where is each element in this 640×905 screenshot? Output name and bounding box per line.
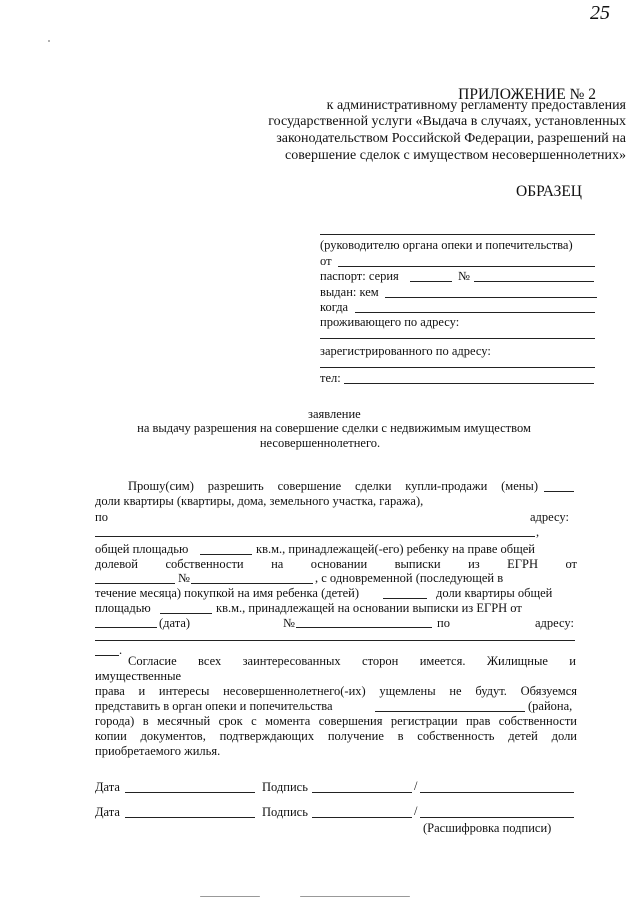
p2-address-label: адресу: <box>535 616 574 630</box>
passport-number-label: № <box>458 269 470 283</box>
recipient-line <box>320 234 595 235</box>
issued-by-line <box>385 297 597 298</box>
p2-line-2: долевой собственности на основании выписки из ЕГРН от <box>95 557 577 571</box>
appendix-title: ПРИЛОЖЕНИЕ № 2 <box>458 86 596 103</box>
appendix-line-1: к административному регламенту предоставления <box>326 98 626 113</box>
p2-line-5-end: кв.м., принадлежащей на основании выписки из ЕГРН от <box>216 601 522 615</box>
date-label-2: Дата <box>95 805 120 819</box>
p3-line-4-end: (района, <box>528 699 573 713</box>
p1-line-3-start: по <box>95 510 108 524</box>
when-line <box>355 312 595 313</box>
date-line-1 <box>125 792 255 793</box>
p3-line-5: города) в месячный срок с момента совершения регистрации прав собственности <box>95 714 577 728</box>
tel-label: тел: <box>320 371 341 385</box>
p2-share-line <box>383 598 427 599</box>
signature-line-2 <box>312 817 412 818</box>
recipient-label: (руководителю органа опеки и попечительства) <box>320 238 573 252</box>
p1-line-3-end: адресу: <box>530 510 569 524</box>
p2-line-1-end: кв.м., принадлежащей(-его) ребенку на праве общей <box>256 542 535 556</box>
p3-authority-line <box>375 711 525 712</box>
signature-label-1: Подпись <box>262 780 308 794</box>
p2-date-line-2 <box>95 627 157 628</box>
living-address-line <box>320 338 595 339</box>
p2-line-1-start: общей площадью <box>95 542 189 556</box>
slash-1: / <box>414 779 418 793</box>
p2-address-line-2 <box>95 655 119 656</box>
p2-line-5-start: площадью <box>95 601 151 615</box>
when-label: когда <box>320 300 349 314</box>
appendix-line-3: законодательством Российской Федерации, разрешений на <box>276 131 626 146</box>
registered-address-label: зарегистрированного по адресу: <box>320 344 491 358</box>
living-address-label: проживающего по адресу: <box>320 315 460 329</box>
p2-line-4-start: течение месяца) покупкой на имя ребенка (детей) <box>95 586 360 600</box>
statement-line-1: на выдачу разрешения на совершение сделки с недвижимым имуществом <box>137 421 531 435</box>
p2-number-line-2 <box>296 627 432 628</box>
p3-line-6: копии документов, подтверждающих получение в собственность детей доли <box>95 729 577 743</box>
p1-line-2: доли квартиры (квартиры, дома, земельного участка, гаража), <box>95 494 424 508</box>
p1-line-1: Прошу(сим) разрешить совершение сделки купли-продажи (мены) <box>128 479 538 493</box>
decode-line-1 <box>420 792 574 793</box>
p2-by-label: по <box>437 616 450 630</box>
p2-number-sign: № <box>178 571 190 585</box>
signature-label-2: Подпись <box>262 805 308 819</box>
passport-number-line <box>474 281 594 282</box>
p3-line-4-start: представить в орган опеки и попечительства <box>95 699 333 713</box>
date-line-2 <box>125 817 255 818</box>
p2-number-line <box>191 583 313 584</box>
p2-date-line <box>95 583 175 584</box>
p3-line-7: приобретаемого жилья. <box>95 744 221 758</box>
issued-by-label: выдан: кем <box>320 285 379 299</box>
statement-title: заявление <box>308 407 361 421</box>
passport-series-line <box>410 281 452 282</box>
p2-address-line <box>95 640 575 641</box>
p3-line-1: Согласие всех заинтересованных сторон имеется. Жилищные и <box>128 654 576 668</box>
decode-label: (Расшифровка подписи) <box>423 821 552 835</box>
passport-series-label: паспорт: серия <box>320 269 399 283</box>
slash-2: / <box>414 804 418 818</box>
p2-line-4-end: доли квартиры общей <box>436 586 553 600</box>
statement-line-2: несовершеннолетнего. <box>259 436 381 450</box>
p1-blank-1 <box>544 491 574 492</box>
p2-line-3-end: , с одновременной (последующей в <box>315 571 504 585</box>
decode-line-2 <box>420 817 574 818</box>
scan-speck <box>300 896 410 897</box>
registered-address-line <box>320 367 595 368</box>
from-label: от <box>320 254 332 268</box>
p2-number-sign-2: № <box>283 616 295 630</box>
page-number: 25 <box>590 2 610 24</box>
p2-area-line-2 <box>160 613 212 614</box>
p2-period: . <box>119 643 123 657</box>
sample-label: ОБРАЗЕЦ <box>516 183 582 200</box>
scan-speck <box>200 896 260 897</box>
p1-address-line <box>95 536 535 537</box>
appendix-line-4: совершение сделок с имуществом несовершеннолетних» <box>285 148 626 163</box>
p1-comma: , <box>536 525 540 539</box>
scan-speck <box>48 40 50 42</box>
signature-line-1 <box>312 792 412 793</box>
from-line <box>338 266 595 267</box>
p3-line-2: имущественные <box>95 669 182 683</box>
p2-area-line <box>200 554 252 555</box>
tel-line <box>344 383 594 384</box>
p3-line-3: права и интересы несовершеннолетнего(-их) ущемлены не будут. Обязуемся <box>95 684 577 698</box>
date-label-1: Дата <box>95 780 120 794</box>
appendix-line-2: государственной услуги «Выдача в случаях, установленных <box>268 114 626 129</box>
p2-date-label: (дата) <box>159 616 191 630</box>
